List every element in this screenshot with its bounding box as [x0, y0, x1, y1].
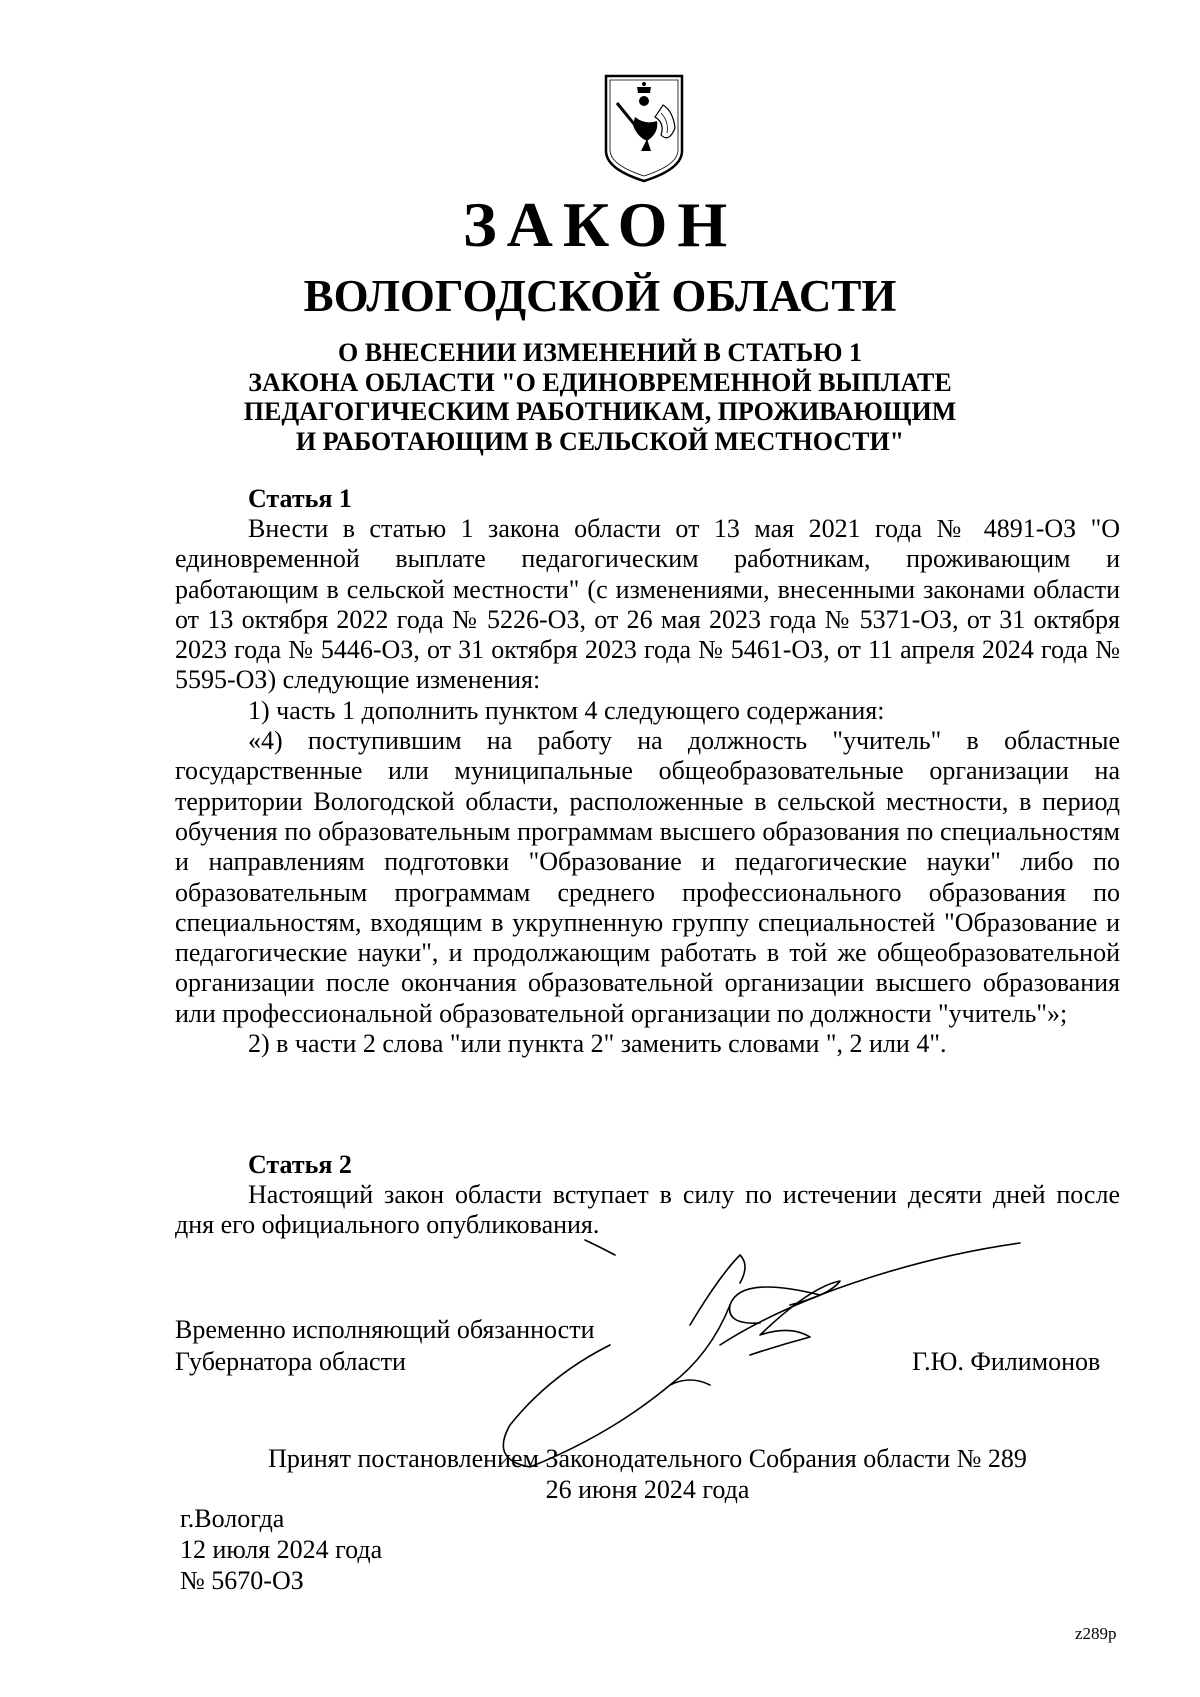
law-subject-title [150, 338, 1050, 456]
article-1-intro: Внести в статью 1 закона области от 13 мая 2021 года № 4891-ОЗ "О единовременной выплате педагогическим работникам, проживающим и работающим в сельской местности" (с изменениями, внесенными законами области от 13 октября 2022 года № 5226-ОЗ, от 26 мая 2023 года № 5371-ОЗ, от 31 октября 2023 года № 5446-ОЗ, от 31 октября 2023 года № 5461-ОЗ, от 11 апреля 2024 года № 5595-ОЗ) следующие изменения: [175, 514, 1120, 695]
article-2 [175, 1150, 1120, 1241]
subject-line: И РАБОТАЮЩИМ В СЕЛЬСКОЙ МЕСТНОСТИ" [295, 426, 905, 456]
signatory-name: Г.Ю. Филимонов [912, 1347, 1101, 1376]
signatory-position-line-2: Губернатора области [175, 1347, 406, 1376]
adoption-line-1: Принят постановлением Законодательного Собрания области № 289 [268, 1444, 1027, 1473]
article-1-item-1: 1) часть 1 дополнить пунктом 4 следующего содержания: [248, 695, 885, 725]
law-title: ЗАКОН [462, 189, 738, 260]
law-number: № 5670-ОЗ [180, 1566, 304, 1595]
subject-line: ПЕДАГОГИЧЕСКИМ РАБОТНИКАМ, ПРОЖИВАЮЩИМ [243, 397, 957, 426]
coat-of-arms-icon [603, 73, 685, 183]
article-2-text: Настоящий закон области вступает в силу по истечении десяти дней после дня его официального опубликования. [175, 1180, 1120, 1240]
article-1 [175, 484, 1120, 1059]
subject-line: ЗАКОНА ОБЛАСТИ "О ЕДИНОВРЕМЕННОЙ ВЫПЛАТЕ [248, 367, 952, 397]
article-2-heading: Статья 2 [248, 1150, 352, 1179]
article-1-quote: «4) поступившим на работу на должность "учитель" в областные государственные или муниципальные общеобразовательные организации на территории Вологодской области, расположенные в сельской местности, в период обучения по образовательным программам высшего образования по специальностям и направлениям подготовки "Образование и педагогические науки" либо по образовательным программам среднего профессионального образования по специальностям, входящим в укрупненную группу специальностей "Образование и педагогические науки", и продолжающим работать в той же общеобразовательной организации после окончания образовательной организации высшего образования или профессиональной образовательной организации по должности "учитель"»; [175, 726, 1120, 1028]
place-and-date [180, 1503, 382, 1596]
document-code: z289р [1075, 1624, 1117, 1643]
signatory-position-line-1: Временно исполняющий обязанности [175, 1315, 595, 1344]
article-1-item-2: 2) в части 2 слова "или пункта 2" заменить словами ", 2 или 4". [248, 1029, 947, 1059]
subject-line: О ВНЕСЕНИИ ИЗМЕНЕНИЙ В СТАТЬЮ 1 [338, 338, 862, 367]
city: г.Вологда [180, 1504, 285, 1533]
adoption-line-2: 26 июня 2024 года [545, 1475, 750, 1504]
region-title: ВОЛОГОДСКОЙ ОБЛАСТИ [303, 271, 897, 321]
article-1-heading: Статья 1 [248, 484, 352, 513]
signing-date: 12 июля 2024 года [180, 1535, 383, 1564]
handwritten-signature [490, 1235, 1030, 1475]
